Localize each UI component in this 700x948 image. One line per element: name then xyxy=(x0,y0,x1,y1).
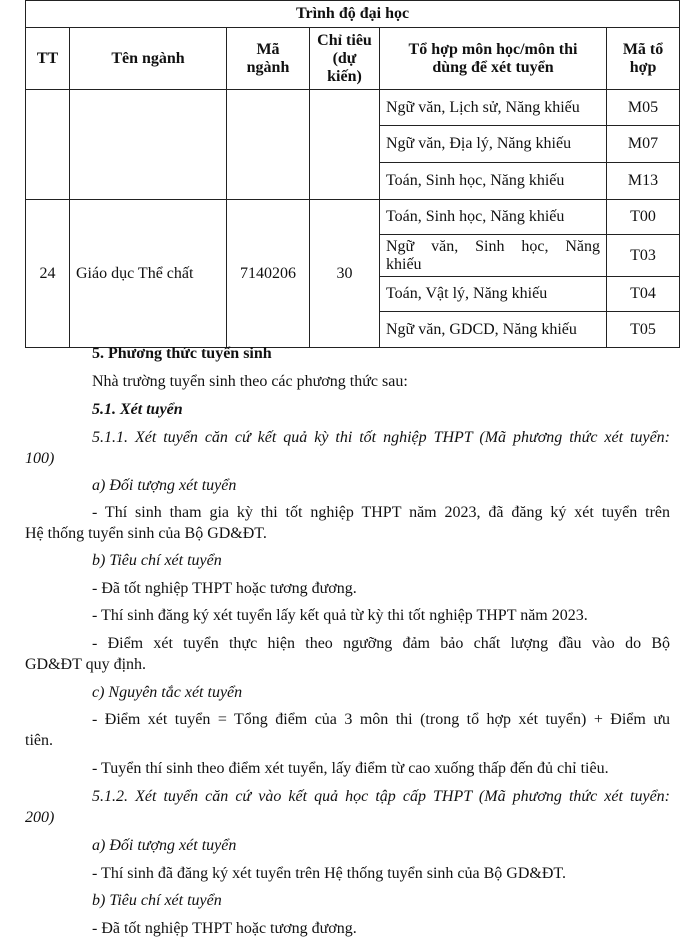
section-5-1-1-line1: 5.1.1. Xét tuyển căn cứ kết quả kỳ thi tốt nghiệp THPT (Mã phương thức xét tuyển: xyxy=(92,429,670,446)
section-5-1-2-line2: 200) xyxy=(25,809,55,826)
combo-code: M13 xyxy=(607,163,680,200)
combo-code: T04 xyxy=(607,277,680,312)
combo-code: T03 xyxy=(607,235,680,277)
header-ma-nganh: Mã ngành xyxy=(227,28,310,90)
combo-subjects: Ngữ văn, Địa lý, Năng khiếu xyxy=(380,126,607,163)
document-body xyxy=(25,0,670,948)
subsection-b-text1: - Đã tốt nghiệp THPT hoặc tương đương. xyxy=(92,580,357,597)
section-5-1-1-line2: 100) xyxy=(25,450,55,467)
subsection-a2-title: a) Đối tượng xét tuyển xyxy=(92,837,237,854)
program-quota: 30 xyxy=(310,200,380,348)
combo-subjects: Ngữ văn, GDCD, Năng khiếu xyxy=(380,312,607,348)
combo-code: M07 xyxy=(607,126,680,163)
subsection-c-text1-line2: tiên. xyxy=(25,732,53,749)
combo-subjects: Toán, Sinh học, Năng khiếu xyxy=(380,200,607,235)
subsection-b2-title: b) Tiêu chí xét tuyển xyxy=(92,892,222,909)
header-tt: TT xyxy=(26,28,70,90)
subsection-c-text1-line1: - Điểm xét tuyển = Tổng điểm của 3 môn thi (trong tổ hợp xét tuyển) + Điểm ưu xyxy=(92,711,670,728)
combo-subjects: Ngữ văn, Sinh học, Năng khiếu xyxy=(380,235,607,277)
section-5-1-title: 5.1. Xét tuyển xyxy=(92,401,183,418)
subsection-a-text-line2: Hệ thống tuyển sinh của Bộ GD&ĐT. xyxy=(25,525,267,542)
program-name: Giáo dục Thể chất xyxy=(70,200,227,348)
section-5-1-2-line1: 5.1.2. Xét tuyển căn cứ vào kết quả học tập cấp THPT (Mã phương thức xét tuyển: xyxy=(92,788,670,805)
header-ten-nganh: Tên ngành xyxy=(70,28,227,90)
subsection-b-text2: - Thí sinh đăng ký xét tuyển lấy kết quả từ kỳ thi tốt nghiệp THPT năm 2023. xyxy=(92,607,588,624)
subsection-c-title: c) Nguyên tắc xét tuyển xyxy=(92,684,243,701)
subsection-b-text3-line2: GD&ĐT quy định. xyxy=(25,656,147,673)
subsection-b-title: b) Tiêu chí xét tuyển xyxy=(92,552,222,569)
subsection-a-title: a) Đối tượng xét tuyển xyxy=(92,477,237,494)
combo-code: T05 xyxy=(607,312,680,348)
combo-code: M05 xyxy=(607,90,680,126)
program-tt: 24 xyxy=(26,200,70,348)
intro-text: Nhà trường tuyển sinh theo các phương thức sau: xyxy=(92,373,408,390)
header-to-hop: Tổ hợp môn học/môn thi dùng để xét tuyển xyxy=(380,28,607,90)
combo-code: T00 xyxy=(607,200,680,235)
subsection-b-text3-line1: - Điểm xét tuyển thực hiện theo ngưỡng đảm bảo chất lượng đầu vào do Bộ xyxy=(92,635,670,652)
header-ma-to-hop: Mã tổ hợp xyxy=(607,28,680,90)
section-5-title: 5. Phương thức tuyển sinh xyxy=(92,345,272,362)
combo-subjects: Toán, Sinh học, Năng khiếu xyxy=(380,163,607,200)
combo-subjects: Ngữ văn, Lịch sử, Năng khiếu xyxy=(380,90,607,126)
program-code: 7140206 xyxy=(227,200,310,348)
combo-subjects: Toán, Vật lý, Năng khiếu xyxy=(380,277,607,312)
subsection-b2-text: - Đã tốt nghiệp THPT hoặc tương đương. xyxy=(92,920,357,937)
subsection-a-text-line1: - Thí sinh tham gia kỳ thi tốt nghiệp THPT năm 2023, đã đăng ký xét tuyển trên xyxy=(92,504,670,521)
level-header: Trình độ đại học xyxy=(26,1,680,28)
header-chi-tieu: Chỉ tiêu (dự kiến) xyxy=(310,28,380,90)
subsection-a2-text: - Thí sinh đã đăng ký xét tuyển trên Hệ thống tuyển sinh của Bộ GD&ĐT. xyxy=(92,865,566,882)
subsection-c-text2: - Tuyển thí sinh theo điểm xét tuyển, lấy điểm từ cao xuống thấp đến đủ chỉ tiêu. xyxy=(92,760,609,777)
